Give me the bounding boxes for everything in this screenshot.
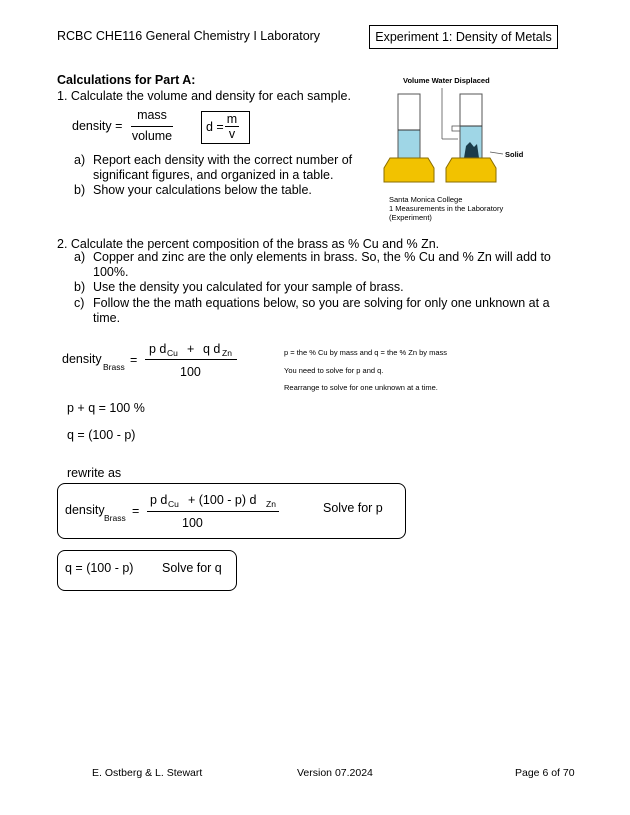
- figure-caption-1: Santa Monica College: [389, 195, 463, 204]
- footer-version: Version 07.2024: [297, 767, 373, 779]
- box1-equals: =: [132, 504, 140, 518]
- item-2b-marker: b): [74, 280, 86, 294]
- item-2c-line2: time.: [93, 311, 121, 325]
- box1-pd: p d: [150, 493, 168, 507]
- note-rearrange: Rearrange to solve for one unknown at a time.: [284, 383, 438, 392]
- footer-authors: E. Ostberg & L. Stewart: [92, 767, 203, 779]
- eq-q-equals: q = (100 - p): [67, 428, 136, 442]
- solid-label: Solid: [505, 150, 524, 159]
- box1-zn-subscript: Zn: [266, 499, 276, 509]
- figure-caption-3: (Experiment): [389, 213, 432, 222]
- box2-eq: q = (100 - p): [65, 561, 134, 575]
- item-1a-line1: Report each density with the correct number of: [93, 153, 353, 167]
- box1-density: density: [65, 503, 105, 517]
- item-2b-text: Use the density you calculated for your sample of brass.: [93, 280, 404, 294]
- item-1a-line2: significant figures, and organized in a table.: [93, 168, 334, 182]
- figure-caption-2: 1 Measurements in the Laboratory: [389, 204, 504, 213]
- box1-fraction-line: [147, 511, 279, 512]
- course-title: RCBC CHE116 General Chemistry I Laboratory: [57, 29, 321, 43]
- item-2-text: 2. Calculate the percent composition of the brass as % Cu and % Zn.: [57, 237, 440, 251]
- eq1-denominator: 100: [180, 365, 201, 379]
- box1-denominator: 100: [182, 516, 203, 530]
- eq1-fraction-line: [145, 359, 237, 360]
- item-1a-marker: a): [74, 153, 86, 167]
- item-1b-text: Show your calculations below the table.: [93, 183, 312, 197]
- experiment-title-box: [369, 25, 558, 49]
- note-solve-pq: You need to solve for p and q.: [284, 366, 384, 375]
- cylinder-figure: [380, 84, 555, 194]
- figure-title: Volume Water Displaced: [403, 76, 490, 85]
- box1-cu-subscript: Cu: [168, 499, 179, 509]
- box1-plus-term: + (100 - p) d: [188, 493, 257, 507]
- item-2c-line1: Follow the the math equations below, so you are solving for only one unknown at a: [93, 296, 550, 310]
- footer-page: Page 6 of 70: [515, 767, 575, 779]
- eq1-equals: =: [130, 353, 138, 367]
- mass-numerator: mass: [137, 108, 167, 122]
- item-1b-marker: b): [74, 183, 86, 197]
- fraction-line: [131, 126, 173, 127]
- solve-for-q: Solve for q: [162, 561, 222, 575]
- eq1-cu-subscript: Cu: [167, 348, 178, 358]
- eq1-pd: p d: [149, 342, 167, 356]
- item-2a-marker: a): [74, 250, 86, 264]
- density-label: density =: [72, 119, 123, 133]
- eq1-brass-subscript: Brass: [103, 362, 125, 372]
- m-numerator: m: [226, 112, 238, 126]
- item-2a-line1: Copper and zinc are the only elements in brass. So, the % Cu and % Zn will add to: [93, 250, 551, 264]
- solve-for-p: Solve for p: [323, 501, 383, 515]
- item-1-text: 1. Calculate the volume and density for each sample.: [57, 89, 351, 103]
- eq1-plus: +: [187, 342, 195, 356]
- v-denominator: v: [228, 127, 236, 141]
- eq1-qd: q d: [203, 342, 221, 356]
- item-2a-line2: 100%.: [93, 265, 129, 279]
- item-2c-marker: c): [74, 296, 85, 310]
- eq1-density: density: [62, 352, 102, 366]
- experiment-title: Experiment 1: Density of Metals: [375, 30, 552, 44]
- rewrite-label: rewrite as: [67, 466, 122, 480]
- box1-brass-subscript: Brass: [104, 513, 126, 523]
- eq-p-plus-q: p + q = 100 %: [67, 401, 145, 415]
- part-a-heading: Calculations for Part A:: [57, 73, 196, 87]
- volume-denominator: volume: [131, 129, 173, 143]
- eq1-zn-subscript: Zn: [222, 348, 232, 358]
- d-equals: d =: [206, 120, 224, 134]
- note-pq-definition: p = the % Cu by mass and q = the % Zn by mass: [284, 348, 447, 357]
